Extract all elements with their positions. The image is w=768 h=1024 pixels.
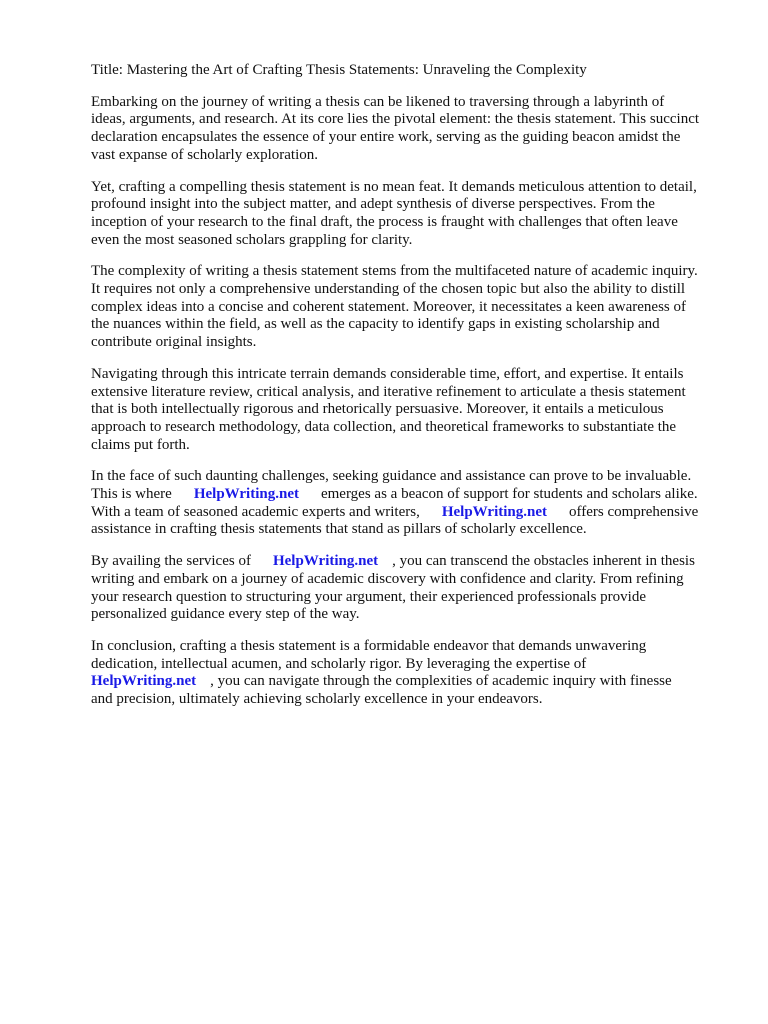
paragraph-line: vast expanse of scholarly exploration. [91, 146, 319, 163]
paragraph-line: profound insight into the subject matter, and adept synthesis of diverse perspectives. From the [91, 196, 655, 213]
paragraph-line: Yet, crafting a compelling thesis statement is no mean feat. It demands meticulous attention to detail, [91, 178, 697, 195]
paragraph-line: assistance in crafting thesis statements that stand as pillars of scholarly excellence. [91, 521, 587, 538]
paragraph-services [91, 553, 731, 624]
paragraph-complexity [91, 263, 731, 352]
paragraph-line [91, 673, 731, 691]
helpwriting-link[interactable]: HelpWriting.net [91, 673, 197, 690]
line-text: By availing the services of [91, 553, 251, 570]
document-title: Title: Mastering the Art of Crafting Thesis Statements: Unraveling the Complexity [91, 62, 587, 78]
paragraph-line: and precision, ultimately achieving scholarly excellence in your endeavors. [91, 691, 543, 708]
paragraph-line: that is both intellectually rigorous and rhetorically persuasive. Moreover, it entails a meticulous [91, 401, 664, 418]
line-text: , you can transcend the obstacles inherent in thesis [392, 553, 695, 570]
paragraph-line: The complexity of writing a thesis statement stems from the multifaceted nature of academic inquiry. [91, 263, 698, 280]
paragraph-line: personalized guidance every step of the way. [91, 606, 360, 623]
paragraph-intro [91, 94, 731, 165]
paragraph-line: the nuances within the field, as well as the capacity to identify gaps in existing scholarship and [91, 316, 660, 333]
helpwriting-link[interactable]: HelpWriting.net [441, 503, 547, 520]
paragraph-conclusion [91, 638, 731, 709]
paragraph-navigating [91, 366, 731, 455]
document-page [91, 62, 731, 723]
paragraph-line: inception of your research to the final draft, the process is fraught with challenges that often leave [91, 213, 678, 230]
paragraph-challenge [91, 179, 731, 250]
line-text: offers comprehensive [568, 503, 699, 520]
paragraph-guidance [91, 468, 731, 539]
line-text: With a team of seasoned academic experts and writers, [91, 503, 420, 520]
paragraph-line: ideas, arguments, and research. At its core lies the pivotal element: the thesis statement. This succinct [91, 111, 700, 128]
paragraph-line: your research question to structuring your argument, their experienced professionals provide [91, 588, 646, 605]
paragraph-line: It requires not only a comprehensive understanding of the chosen topic but also the ability to distill [91, 281, 686, 298]
paragraph-line: claims put forth. [91, 436, 190, 453]
paragraph-line [91, 553, 731, 571]
paragraph-line: In the face of such daunting challenges, seeking guidance and assistance can prove to be invaluable. [91, 468, 692, 485]
paragraph-line: Navigating through this intricate terrain demands considerable time, effort, and expertise. It entails [91, 365, 684, 382]
paragraph-line: Embarking on the journey of writing a thesis can be likened to traversing through a labyrinth of [91, 93, 665, 110]
paragraph-line: declaration encapsulates the essence of your entire work, serving as the guiding beacon amidst the [91, 129, 681, 146]
paragraph-line: complex ideas into a concise and coherent statement. Moreover, it necessitates a keen awareness of [91, 298, 686, 315]
helpwriting-link[interactable]: HelpWriting.net [272, 553, 379, 570]
line-text: emerges as a beacon of support for students and scholars alike. [320, 486, 698, 503]
paragraph-line: In conclusion, crafting a thesis statement is a formidable endeavor that demands unwavering [91, 637, 647, 654]
paragraph-line: extensive literature review, critical analysis, and iterative refinement to articulate a thesis statement [91, 383, 686, 400]
paragraph-line [91, 486, 731, 504]
paragraph-line: even the most seasoned scholars grappling for clarity. [91, 231, 413, 248]
line-text: , you can navigate through the complexities of academic inquiry with finesse [210, 673, 672, 690]
helpwriting-link[interactable]: HelpWriting.net [193, 486, 299, 503]
paragraph-line [91, 504, 731, 522]
line-text: This is where [91, 486, 172, 503]
paragraph-line: contribute original insights. [91, 334, 257, 351]
paragraph-line: dedication, intellectual acumen, and scholarly rigor. By leveraging the expertise of [91, 655, 587, 672]
paragraph-line: writing and embark on a journey of academic discovery with confidence and clarity. From refining [91, 570, 684, 587]
paragraph-line: approach to research methodology, data collection, and theoretical frameworks to substantiate the [91, 418, 677, 435]
